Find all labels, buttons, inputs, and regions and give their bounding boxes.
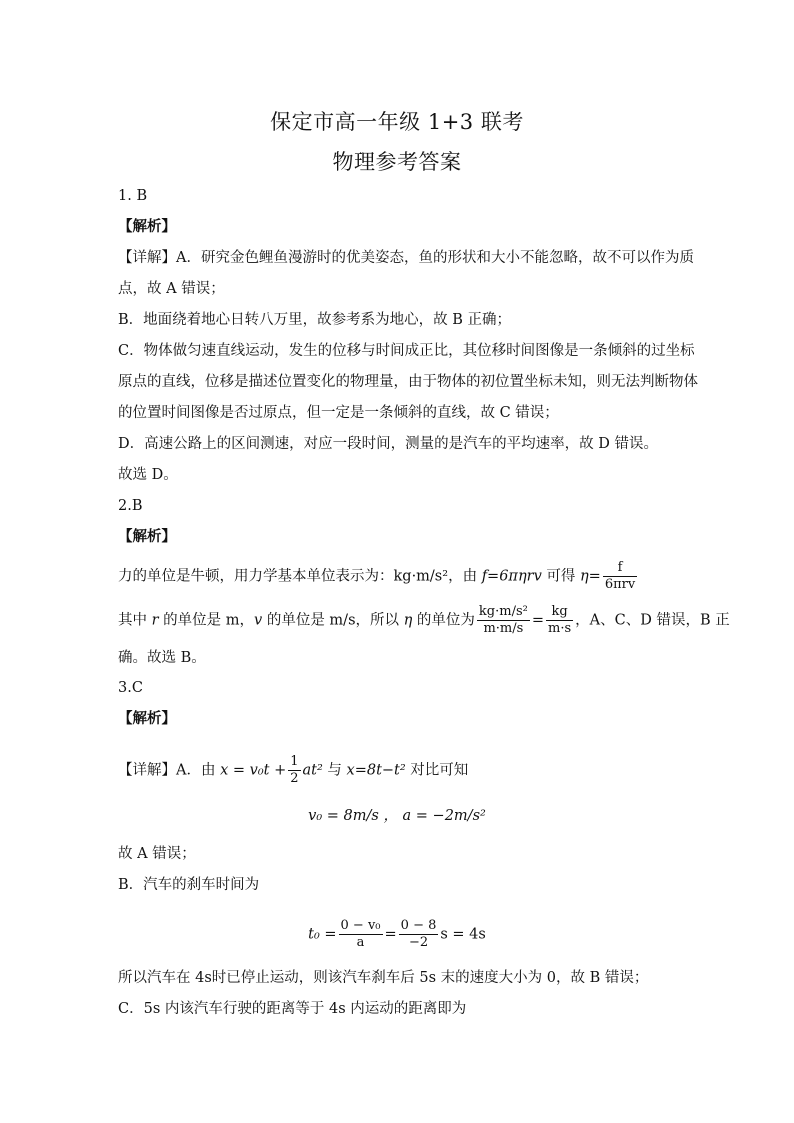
q1-detail-a-line2: 点，故 A 错误； <box>118 281 225 297</box>
q1-answer: 故选 D。 <box>118 467 178 483</box>
q1-detail-c-line3: 的位置时间图像是否过原点，但一定是一条倾斜的直线，故 C 错误； <box>118 405 559 421</box>
q2-line2-v: v <box>254 612 263 629</box>
q2-line2-text-d: 的单位为 <box>412 612 475 629</box>
document-subtitle: 物理参考答案 <box>332 150 462 174</box>
q2-unit-fraction-2-numerator: kg <box>546 604 573 621</box>
q2-line2-text-a: 其中 <box>118 612 152 629</box>
q2-eta-denominator: 6πrv <box>604 577 636 592</box>
q3-detail-a <box>118 754 678 787</box>
q3-detail-b-text: B．汽车的刹车时间为 <box>118 877 260 893</box>
document-title: 保定市高一年级 1+3 联考 <box>270 110 524 134</box>
q2-line1-text-a: 力的单位是牛顿，用力学基本单位表示为：kg·m/s²，由 <box>118 568 482 585</box>
q3-t0-equals: = <box>384 926 397 943</box>
q2-line1-text-c: 可得 <box>541 568 580 585</box>
q3-half-fraction <box>288 754 300 787</box>
q3-t0-fraction-2-numerator: 0 − 8 <box>400 918 437 933</box>
q2-line1-eta: η= <box>580 568 601 585</box>
q1-number: 1. B <box>118 188 148 204</box>
q3-detail-a-mid: 与 <box>322 762 347 779</box>
q3-half-numerator: 1 <box>290 754 299 769</box>
q2-unit-fraction-2 <box>546 604 573 637</box>
q2-eta-numerator: f <box>603 560 637 577</box>
q2-line3: 确。故选 B。 <box>118 650 206 666</box>
q1-detail-a-line1: 【详解】A．研究金色鲤鱼漫游时的优美姿态，鱼的形状和大小不能忽略，故不可以作为质 <box>118 250 694 266</box>
q1-detail-c-line1: C．物体做匀速直线运动，发生的位移与时间成正比，其位移时间图像是一条倾斜的过坐标 <box>118 343 695 359</box>
q2-line1 <box>118 560 678 593</box>
q2-line1-formula: f=6πηrv <box>481 568 542 585</box>
q2-number: 2.B <box>118 498 143 514</box>
q3-detail-a-conclusion: 故 A 错误； <box>118 846 196 862</box>
q2-line2-text-e: ，A、C、D 错误，B 正 <box>575 612 730 629</box>
q2-unit-fraction-1 <box>477 604 530 637</box>
q3-detail-a-prefix: 【详解】A．由 <box>118 762 221 779</box>
q2-eta-fraction <box>603 560 637 593</box>
q3-formula-part1: x = v₀t + <box>220 762 287 779</box>
q3-formula-part2: at² <box>302 762 323 779</box>
q3-t0-fraction-2-denominator: −2 <box>408 935 429 950</box>
q2-unit-fraction-1-denominator: m·m/s <box>483 621 524 636</box>
q3-equation-v0-a <box>0 806 794 826</box>
q1-detail-c-line2: 原点的直线，位移是描述位置变化的物理量，由于物体的初位置坐标未知，则无法判断物体 <box>118 374 698 390</box>
q3-half-denominator: 2 <box>290 771 299 786</box>
q3-detail-c-text: C．5s 内该汽车行驶的距离等于 4s 内运动的距离即为 <box>118 1001 467 1017</box>
q2-line2-eta: η <box>403 612 413 629</box>
q3-t0-fraction-1-numerator: 0 − v₀ <box>340 918 381 933</box>
q3-detail-b-conclusion: 所以汽车在 4s时已停止运动，则该汽车刹车后 5s 末的速度大小为 0，故 B 错误； <box>118 970 649 986</box>
q3-detail-a-suffix: 对比可知 <box>405 762 469 779</box>
q2-line2-text-c: 的单位是 m/s，所以 <box>262 612 404 629</box>
q2-unit-fraction-2-denominator: m·s <box>548 621 572 636</box>
q3-t0-fraction-2 <box>399 918 439 951</box>
q3-t0-right: s = 4s <box>440 926 486 943</box>
q3-t0-fraction-1 <box>339 918 383 951</box>
q2-line2 <box>118 604 730 637</box>
q2-line2-r: r <box>151 612 159 629</box>
q2-line2-text-b: 的单位是 m， <box>158 612 255 629</box>
q3-jiexi-heading: 【解析】 <box>118 710 176 727</box>
q1-jiexi-heading: 【解析】 <box>118 218 176 235</box>
q3-equation-v0-a-text: v₀ = 8m/s ， a = −2m/s² <box>308 808 486 824</box>
q3-t0-left: t₀ = <box>308 926 337 943</box>
q2-jiexi-heading: 【解析】 <box>118 528 176 545</box>
q2-unit-fraction-1-numerator: kg·m/s² <box>478 604 528 619</box>
q3-t0-fraction-1-denominator: a <box>356 935 365 950</box>
q3-equation-t0 <box>0 918 794 951</box>
q2-equals: = <box>531 612 544 629</box>
q1-detail-b: B．地面绕着地心日转八万里，故参考系为地心，故 B 正确； <box>118 312 512 328</box>
q3-number: 3.C <box>118 680 143 696</box>
q3-formula-part3: x=8t−t² <box>346 762 406 779</box>
q1-detail-d: D．高速公路上的区间测速，对应一段时间，测量的是汽车的平均速率，故 D 错误。 <box>118 436 658 452</box>
